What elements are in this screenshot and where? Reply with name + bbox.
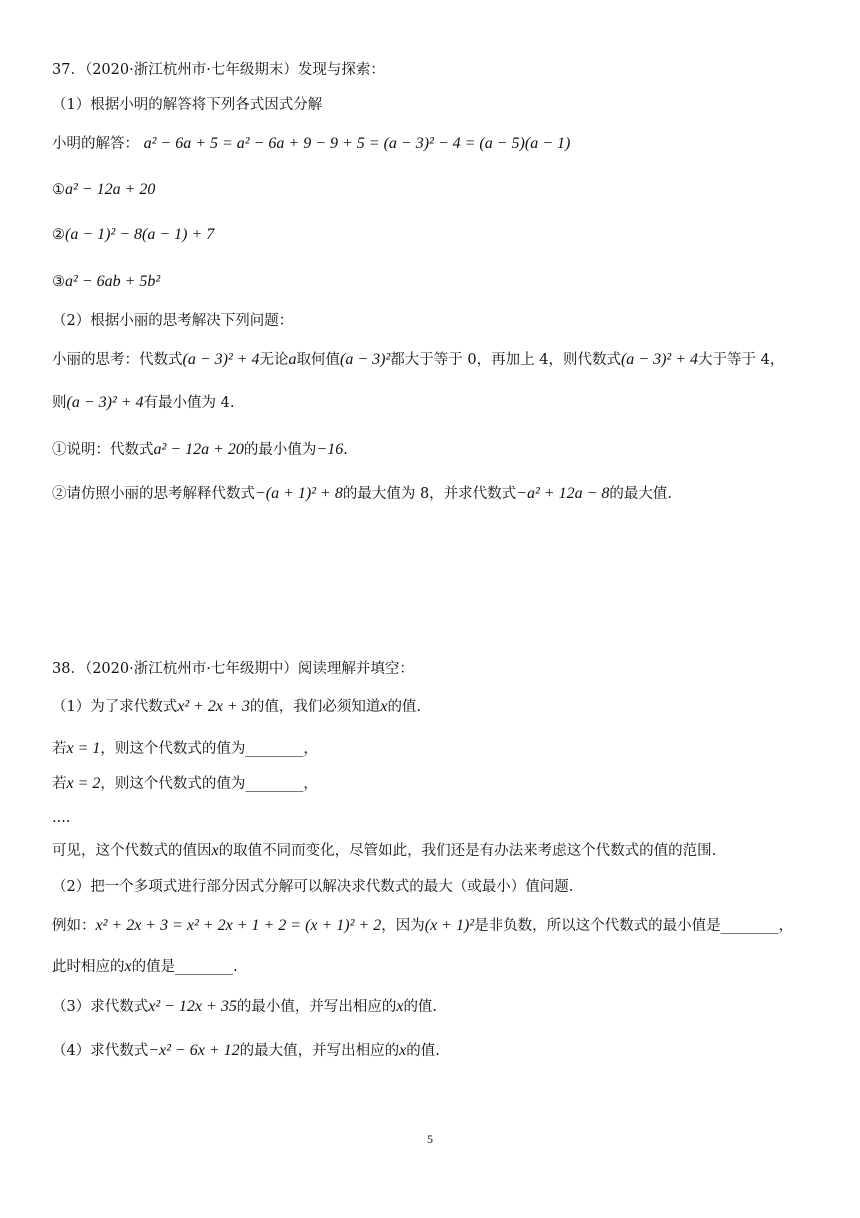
q37-part2: （2）根据小丽的思考解决下列问题： xyxy=(52,313,294,329)
e2-text-a: ②请仿照小丽的思考解释代数式 xyxy=(52,486,255,502)
q38-case2 xyxy=(52,774,318,794)
e2-math: −(a + 1)² + 8 xyxy=(255,485,343,502)
ex-text-b: ，因为 xyxy=(381,918,425,934)
ming-label: 小明的解答： xyxy=(52,136,139,152)
e2-text-c: 的最大值. xyxy=(609,486,672,502)
p3-text-a: （3）求代数式 xyxy=(52,999,149,1015)
li-math-3: (a − 3)² xyxy=(340,351,391,368)
li-text-d: 都大于等于 0，再加上 4，则代数式 xyxy=(390,352,621,368)
q37-li-line1 xyxy=(52,350,784,370)
p1-math: x² + 2x + 3 xyxy=(177,698,250,715)
q37-ming-line xyxy=(52,134,570,154)
p4-math: −x² − 6x + 12 xyxy=(148,1042,240,1059)
q37-item3 xyxy=(52,272,160,292)
ex-text-c: 是非负数，所以这个代数式的最小值是________， xyxy=(474,918,794,934)
item1-marker: ① xyxy=(52,182,65,198)
e1-math: a² − 12a + 20 xyxy=(153,441,244,458)
e1-text-b: 的最小值为 xyxy=(243,442,317,458)
r2-text-b: ，则这个代数式的值为________， xyxy=(100,776,318,792)
item3-marker: ③ xyxy=(52,274,65,290)
q37-part1: （1）根据小明的解答将下列各式因式分解 xyxy=(52,97,323,113)
p4-math-2: x xyxy=(399,1042,407,1059)
p3-math: x² − 12x + 35 xyxy=(148,998,237,1015)
q38-part4 xyxy=(52,1041,440,1061)
p4-text-b: 的最大值，并写出相应的 xyxy=(239,1043,400,1059)
q38-part2: （2）把一个多项式进行部分因式分解可以解决求代数式的最大（或最小）值问题. xyxy=(52,879,574,895)
q38-case1 xyxy=(52,739,318,759)
q38-title: 38．（2020·浙江杭州市·七年级期中）阅读理解并填空： xyxy=(52,661,414,677)
p1-text-b: 的值，我们必须知道 xyxy=(249,699,381,715)
r1-text-a: 若 xyxy=(52,741,67,757)
li-math-4: (a − 3)² + 4 xyxy=(620,351,699,368)
li-text-a: 小丽的思考：代数式 xyxy=(52,352,183,368)
q38-part3 xyxy=(52,997,437,1017)
p1-text-c: 的值. xyxy=(387,699,422,715)
ex2-text-b: 的值是________. xyxy=(131,959,238,975)
see-math: x xyxy=(211,842,219,859)
q37-item1 xyxy=(52,180,155,200)
q38-dots: .... xyxy=(52,810,71,826)
q37-title: 37．（2020·浙江杭州市·七年级期末）发现与探索： xyxy=(52,62,385,78)
p3-math-2: x xyxy=(396,998,404,1015)
item2-marker: ② xyxy=(52,227,65,243)
item3-math: a² − 6ab + 5b² xyxy=(65,273,161,290)
q37-item2 xyxy=(52,225,214,245)
e1-math-2: −16 xyxy=(316,441,344,458)
page-number: 5 xyxy=(427,1132,433,1146)
e1-text-a: ①说明：代数式 xyxy=(52,442,154,458)
q38-example xyxy=(52,916,793,936)
li-text-e: 大于等于 4， xyxy=(698,352,785,368)
q38-example2 xyxy=(52,957,238,977)
ming-math: a² − 6a + 5 = a² − 6a + 9 − 9 + 5 = (a − 3)² − 4 = (a − 5)(a − 1) xyxy=(143,135,571,152)
r2-text-a: 若 xyxy=(52,776,67,792)
q38-part1 xyxy=(52,697,421,717)
q37-li-line2 xyxy=(52,393,235,413)
ex-text-a: 例如： xyxy=(52,918,96,934)
ex-math: x² + 2x + 3 = x² + 2x + 1 + 2 = (x + 1)² + 2 xyxy=(95,917,382,934)
li-text-c: 取何值 xyxy=(296,352,341,368)
p1-math-2: x xyxy=(380,698,388,715)
r1-math: x = 1 xyxy=(66,740,101,757)
li-math-2: a xyxy=(288,351,297,368)
q37-explain1 xyxy=(52,440,348,460)
q38-see xyxy=(52,841,716,861)
p3-text-c: 的值. xyxy=(403,999,438,1015)
q37-explain2 xyxy=(52,484,672,504)
p3-text-b: 的最小值，并写出相应的 xyxy=(236,999,397,1015)
ex-math-2: (x + 1)² xyxy=(424,917,475,934)
p1-text-a: （1）为了求代数式 xyxy=(52,699,178,715)
p4-text-c: 的值. xyxy=(406,1043,440,1059)
ex2-math: x xyxy=(124,958,132,975)
p4-text-a: （4）求代数式 xyxy=(52,1043,149,1059)
li2-math: (a − 3)² + 4 xyxy=(66,394,144,411)
li2-text-a: 则 xyxy=(52,395,67,411)
e2-math-2: −a² + 12a − 8 xyxy=(516,485,610,502)
li-math-1: (a − 3)² + 4 xyxy=(182,351,260,368)
r1-text-b: ，则这个代数式的值为________， xyxy=(100,741,318,757)
e1-text-c: . xyxy=(343,442,348,458)
ex2-text-a: 此时相应的 xyxy=(52,959,125,975)
see-text-b: 的取值不同而变化，尽管如此，我们还是有办法来考虑这个代数式的值的范围. xyxy=(218,843,717,859)
see-text-a: 可见，这个代数式的值因 xyxy=(52,843,212,859)
item1-math: a² − 12a + 20 xyxy=(65,181,156,198)
item2-math: (a − 1)² − 8(a − 1) + 7 xyxy=(65,226,215,243)
li-text-b: 无论 xyxy=(259,352,289,368)
r2-math: x = 2 xyxy=(66,775,101,792)
e2-text-b: 的最大值为 8，并求代数式 xyxy=(342,486,517,502)
li2-text-b: 有最小值为 4. xyxy=(143,395,235,411)
